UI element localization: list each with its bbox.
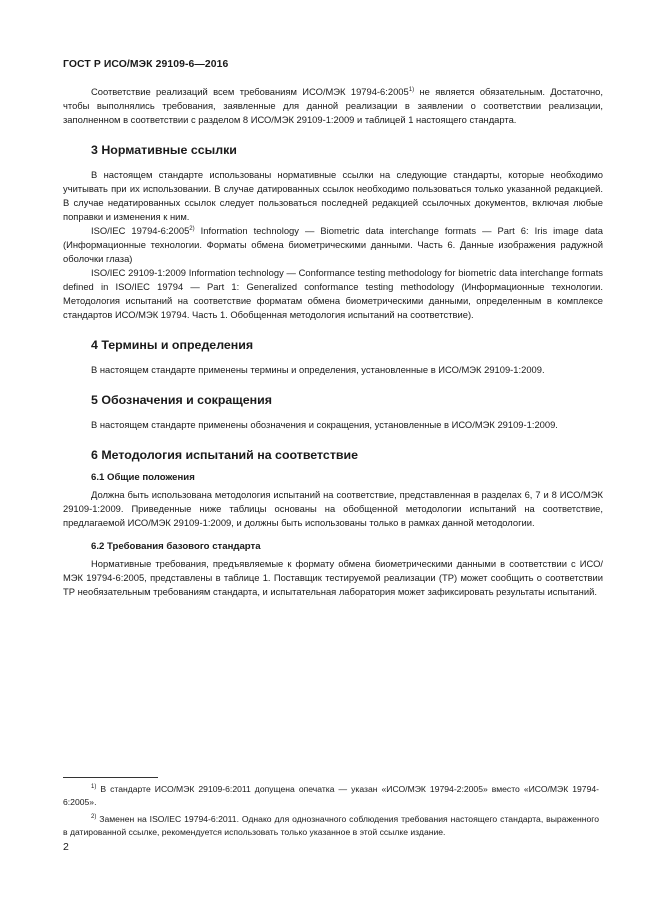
footnote-2 (63, 813, 599, 839)
section-6-2-paragraph: Нормативные требования, предъявляемые к формату обмена биометрическими данными в соответствии с ИСО/МЭК 19794-6:2005, представлены в таблице 1. Поставщик тестируемой реализации (ТР) может сообщить о соответствии ТР необязательным требованиям стандарта, и испытательная лаборатория может зафиксировать результаты испытаний. (63, 558, 603, 597)
section-4-paragraph-1: В настоящем стандарте применены термины и определения, установленные в ИСО/МЭК 29109-1:2009. (91, 364, 545, 375)
footnote-1 (63, 783, 599, 809)
section-6-heading: 6 Методология испытаний на соответствие (91, 448, 359, 462)
section-5-heading: 5 Обозначения и сокращения (91, 393, 272, 407)
section-6-1-paragraph: Должна быть использована методология испытаний на соответствие, представленная в разделах 6, 7 и 8 ИСО/МЭК 29109-1:2009. Приведенные ниже таблицы основаны на обобщенной методологии испытаний на соответствие, предлагаемой ИСО/МЭК 29109-1:2009, и должны быть использованы только в рамках данной методологии. (63, 489, 603, 528)
section-3-reference-2: ISO/IEC 29109-1:2009 Information technology — Conformance testing methodology for biometric data interchange formats defined in ISO/IEC 19794 — Part 1: Generalized conformance testing methodology (Информационные технологии. Методология испытаний на соответствие форматам обмена биометрическими данными, определенным в комплексе стандартов ИСО/МЭК 19794. Часть 1. Обобщенная методология испытаний на соответствие). (63, 267, 603, 320)
intro-paragraph (63, 85, 603, 127)
footnote-1-text: В стандарте ИСО/МЭК 29109-6:2011 допущена опечатка — указан «ИСО/МЭК 19794-2:2005» вместо «ИСО/МЭК 19794-6:2005». (63, 784, 599, 807)
intro-text-b: не является обязательным. Достаточно, чтобы выполнялись требования, заявленные для данной реализации в заявлении о соответствии реализации, заполненном в соответствии с разделом 8 ИСО/МЭК 29109-1:2009 и таблицей 1 настоящего стандарта. (63, 86, 603, 125)
footnote-ref-2: 2) (189, 226, 195, 232)
page-header: ГОСТ Р ИСО/МЭК 29109-6—2016 (63, 59, 229, 70)
section-6-2-heading: 6.2 Требования базового стандарта (91, 541, 261, 552)
section-4-heading: 4 Термины и определения (91, 338, 254, 352)
footnote-divider (63, 777, 158, 778)
page-number: 2 (63, 841, 69, 853)
footnote-ref-1: 1) (408, 87, 415, 93)
section-3-paragraph-1: В настоящем стандарте использованы нормативные ссылки на следующие стандарты, которые необходимо учитывать при их использовании. В случае датированных ссылок необходимо пользоваться только указанной редакцией. В случае недатированных ссылок следует пользоваться последней редакцией ссылочных документов, включая любые поправки и изменения к ним. (63, 169, 603, 222)
section-5-paragraph-1: В настоящем стандарте применены обозначения и сокращения, установленные в ИСО/МЭК 29109-1:2009. (91, 419, 558, 430)
section-3-reference-1 (63, 224, 603, 266)
section-3-heading: 3 Нормативные ссылки (91, 143, 237, 157)
reference-1-code: ISO/IEC 19794-6:2005 (91, 225, 190, 236)
footnotes (63, 783, 599, 843)
reference-1-text: Information technology — Biometric data interchange formats — Part 6: Iris image data (Информационные технологии. Форматы обмена биометрическими данными. Часть 6. Данные изображения радужной оболочки глаза) (63, 225, 603, 264)
footnote-2-text: Заменен на ISO/IEC 19794-6:2011. Однако для однозначного соблюдения требования настоящего стандарта, выраженного в датированной ссылке, рекомендуется использовать только указанное в этой ссылке издание. (63, 814, 599, 837)
intro-text-a: Соответствие реализаций всем требованиям ИСО/МЭК 19794-6:2005 (91, 86, 409, 97)
section-6-1-heading: 6.1 Общие положения (91, 472, 195, 483)
footnote-1-mark: 1) (91, 784, 97, 790)
footnote-2-mark: 2) (91, 814, 97, 820)
document-body (63, 85, 603, 599)
